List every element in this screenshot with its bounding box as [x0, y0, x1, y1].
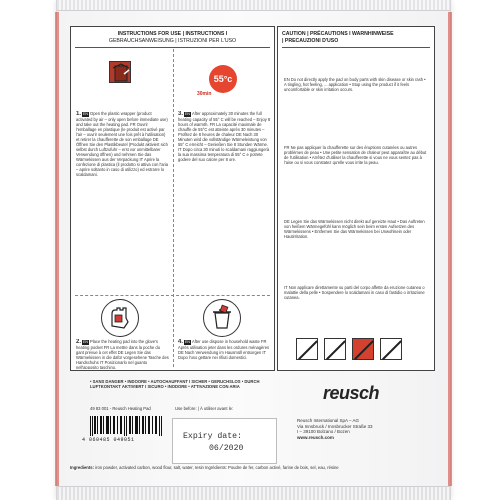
open-wrapper-illustration: [109, 61, 131, 83]
bottom-crimp-seal: [57, 486, 450, 500]
step-3-number: 3.: [178, 111, 184, 117]
step-1-text: Open the plastic wrapper (product activated by air – only open before immediate use) and take out the heating pad. FR Ouvrir l'emballage en plastique (le produit est activé par l'air – ouvrir seulement une fois prêt à l'utilisation) et retirer la chaufferette de son emballage DE Öffnen Sie den Plastikbeutel (Produkt aktiviert sich selbst durch Luftzufuhr – erst vor unmittelbarer Verwendung öffnen) und nehmen Sie das Wärmekissen aus der Verpackung IT Aprire la confezione di plastica (il prodotto si attiva con l'aria – aprire soltanto in caso di utilizzo) ed estrarre lo scaldamani.: [76, 111, 169, 177]
instructions-header: [71, 31, 274, 44]
company-address: [297, 418, 407, 440]
row-divider: [75, 295, 270, 296]
feature-list: • SANS DANGER • INDOORE • AUTOCHAUFFANT I SICHER • GERUCHSLOS • DURCH LUFTKONTAKT AKTIVIERT I SICURO • INODORE • ATTIVAZIONE CON ARIA: [90, 379, 260, 390]
caution-subtitle: | PRECAUZIONI D'USO: [282, 37, 339, 44]
step-2-number: 2.: [76, 339, 82, 345]
no-children-icon: [380, 338, 402, 360]
step-1-lang: EN: [83, 112, 89, 116]
ingredients-text: iron powder, activated carbon, wood flour, salt, water, resin Ingrédients: Poudre de fer, carbon activé, farine de bois, sel, eau, résine: [95, 465, 339, 470]
no-heat-source-icon: [352, 338, 374, 360]
pouch-edge-left: [55, 12, 59, 486]
step-4-number: 4.: [178, 339, 184, 345]
barcode-number: 4 060485 049051: [82, 437, 135, 443]
step-3-warmup: [178, 111, 271, 291]
header-divider: [75, 47, 270, 48]
step-4-lang: EN: [185, 340, 191, 344]
warmup-duration-label: 30min: [197, 91, 212, 97]
wrapper-icon: [109, 61, 131, 83]
caution-it: IT Non applicare direttamente su parti del corpo affette da eruzione cutanea o malattie della pelle • Sospendere lo scaldamani in caso di fastidio o irritazione cutanea.: [284, 285, 425, 300]
trash-icon: [203, 299, 241, 337]
caution-fr: FR Ne pas appliquer la chaufferette sur des éruptions cutanées ou autres problèmes de peau • Une petite sensation de chaleur peut apparaître au début de l'utilisation • Arrêtez d'utiliser la chaufferette si vous ne vous sentez pas à l'aise ou si vous constatez qu'elle vous irrite la peau.: [284, 145, 427, 165]
no-sleeping-icon: [324, 338, 346, 360]
address-line-1: Reusch International SpA – AG: [297, 418, 360, 423]
caution-en: EN Do not directly apply the pad on body parts with skin disease or skin rash • A tingling, hot feeling, ... application • Stop using the product if it feels uncomfortable or skin irritation occurs.: [284, 77, 426, 92]
step-3-lang: EN: [185, 112, 191, 116]
step-2-lang: EN: [83, 340, 89, 344]
glove-icon: [101, 299, 139, 337]
instructions-panel: [70, 26, 275, 371]
warning-icons: [296, 338, 402, 360]
address-line-3: I – 39100 Bolzano / Bozen: [297, 429, 350, 434]
caution-panel: [277, 26, 435, 371]
no-skin-contact-icon: [296, 338, 318, 360]
expiry-label: Expiry date:: [183, 432, 242, 441]
address-line-2: Via Innsbruck / Innsbrucker Straße 33: [297, 423, 373, 429]
caution-header: [282, 31, 430, 44]
top-crimp-seal: [57, 0, 450, 11]
column-divider: [173, 49, 174, 367]
step-1-number: 1.: [76, 111, 82, 117]
pouch-edge-right: [448, 12, 452, 486]
dispose-illustration: [203, 299, 241, 337]
caution-de: DE Legen Sie das Wärmekissen nicht direkt auf gereizte Haut • Das Auftreten von heißem Wärmegefühl kann möglich sein beim ersten Aufsetzen des Wärmekissens • Entfernen Sie das Wärmekissen bei Unwohlsein oder Hautirritation.: [284, 219, 425, 239]
temperature-badge: 55°c: [209, 65, 237, 93]
step-2-place-pad: [76, 339, 169, 369]
step-4-dispose: [178, 339, 271, 369]
use-before-label: Use before: | À utiliser avant le:: [175, 406, 234, 411]
barcode-icon: [90, 416, 162, 436]
step-1-open-wrapper: [76, 111, 169, 291]
instructions-subtitle: GEBRAUCHSANWEISUNG | ISTRUZIONI PER L'USO: [108, 37, 237, 44]
step-4-text: After use dispose in household waste FR Après utilisation jeter dans les ordures ménagères DE Nach Verwendung im Hausmüll entsorgen IT Dopo l'uso gettare nei rifiuti domestici.: [178, 339, 270, 360]
step-3-text: After approximately 30 minutes the full heating capacity of 55° C will be reached – Enjoy 8 hours of warmth. FR La capacité maximale de chauffe de 55°C est atteinte après 30 minutes – Profitez de 8 heures de chaleur DE Nach 30 Minuten wird die vollständige Wärmeleistung von 55° C erreicht – Genießen Sie 8 Stunden Wärme. IT Dopo circa 30 minuti lo scaldamani raggiungerà la sua massima temperatura di 55° C e potrete godere del suo calore per 8 ore.: [178, 111, 271, 162]
temperature-illustration: [209, 65, 237, 93]
expiry-date-box: [172, 418, 277, 464]
ingredients-label: Ingredients:: [70, 465, 94, 470]
glove-pocket-illustration: [101, 299, 139, 337]
caution-divider: [282, 47, 430, 48]
ingredients: [70, 465, 370, 470]
step-2-text: Place the heating pad into the glove's heating pocket FR La mettre dans la poche du gant prévue à cet effet DE Legen Sie das Wärmekissen in die dafür vorgesehene Tasche des Handschuhs IT Posizionarlo nel guanto nell'apposito taschino.: [76, 339, 169, 369]
article-number: 49 83 001 - Reusch Heating Pad: [90, 406, 151, 411]
caution-title: CAUTION | PRÉCAUTIONS I WARNHINWEISE: [282, 31, 394, 37]
instructions-title: INSTRUCTIONS FOR USE | INSTRUCTIONS I: [117, 31, 228, 37]
website-link: www.reusch.com: [297, 434, 334, 440]
brand-logo: reusch: [323, 383, 380, 403]
expiry-value: 06/2020: [209, 444, 244, 453]
